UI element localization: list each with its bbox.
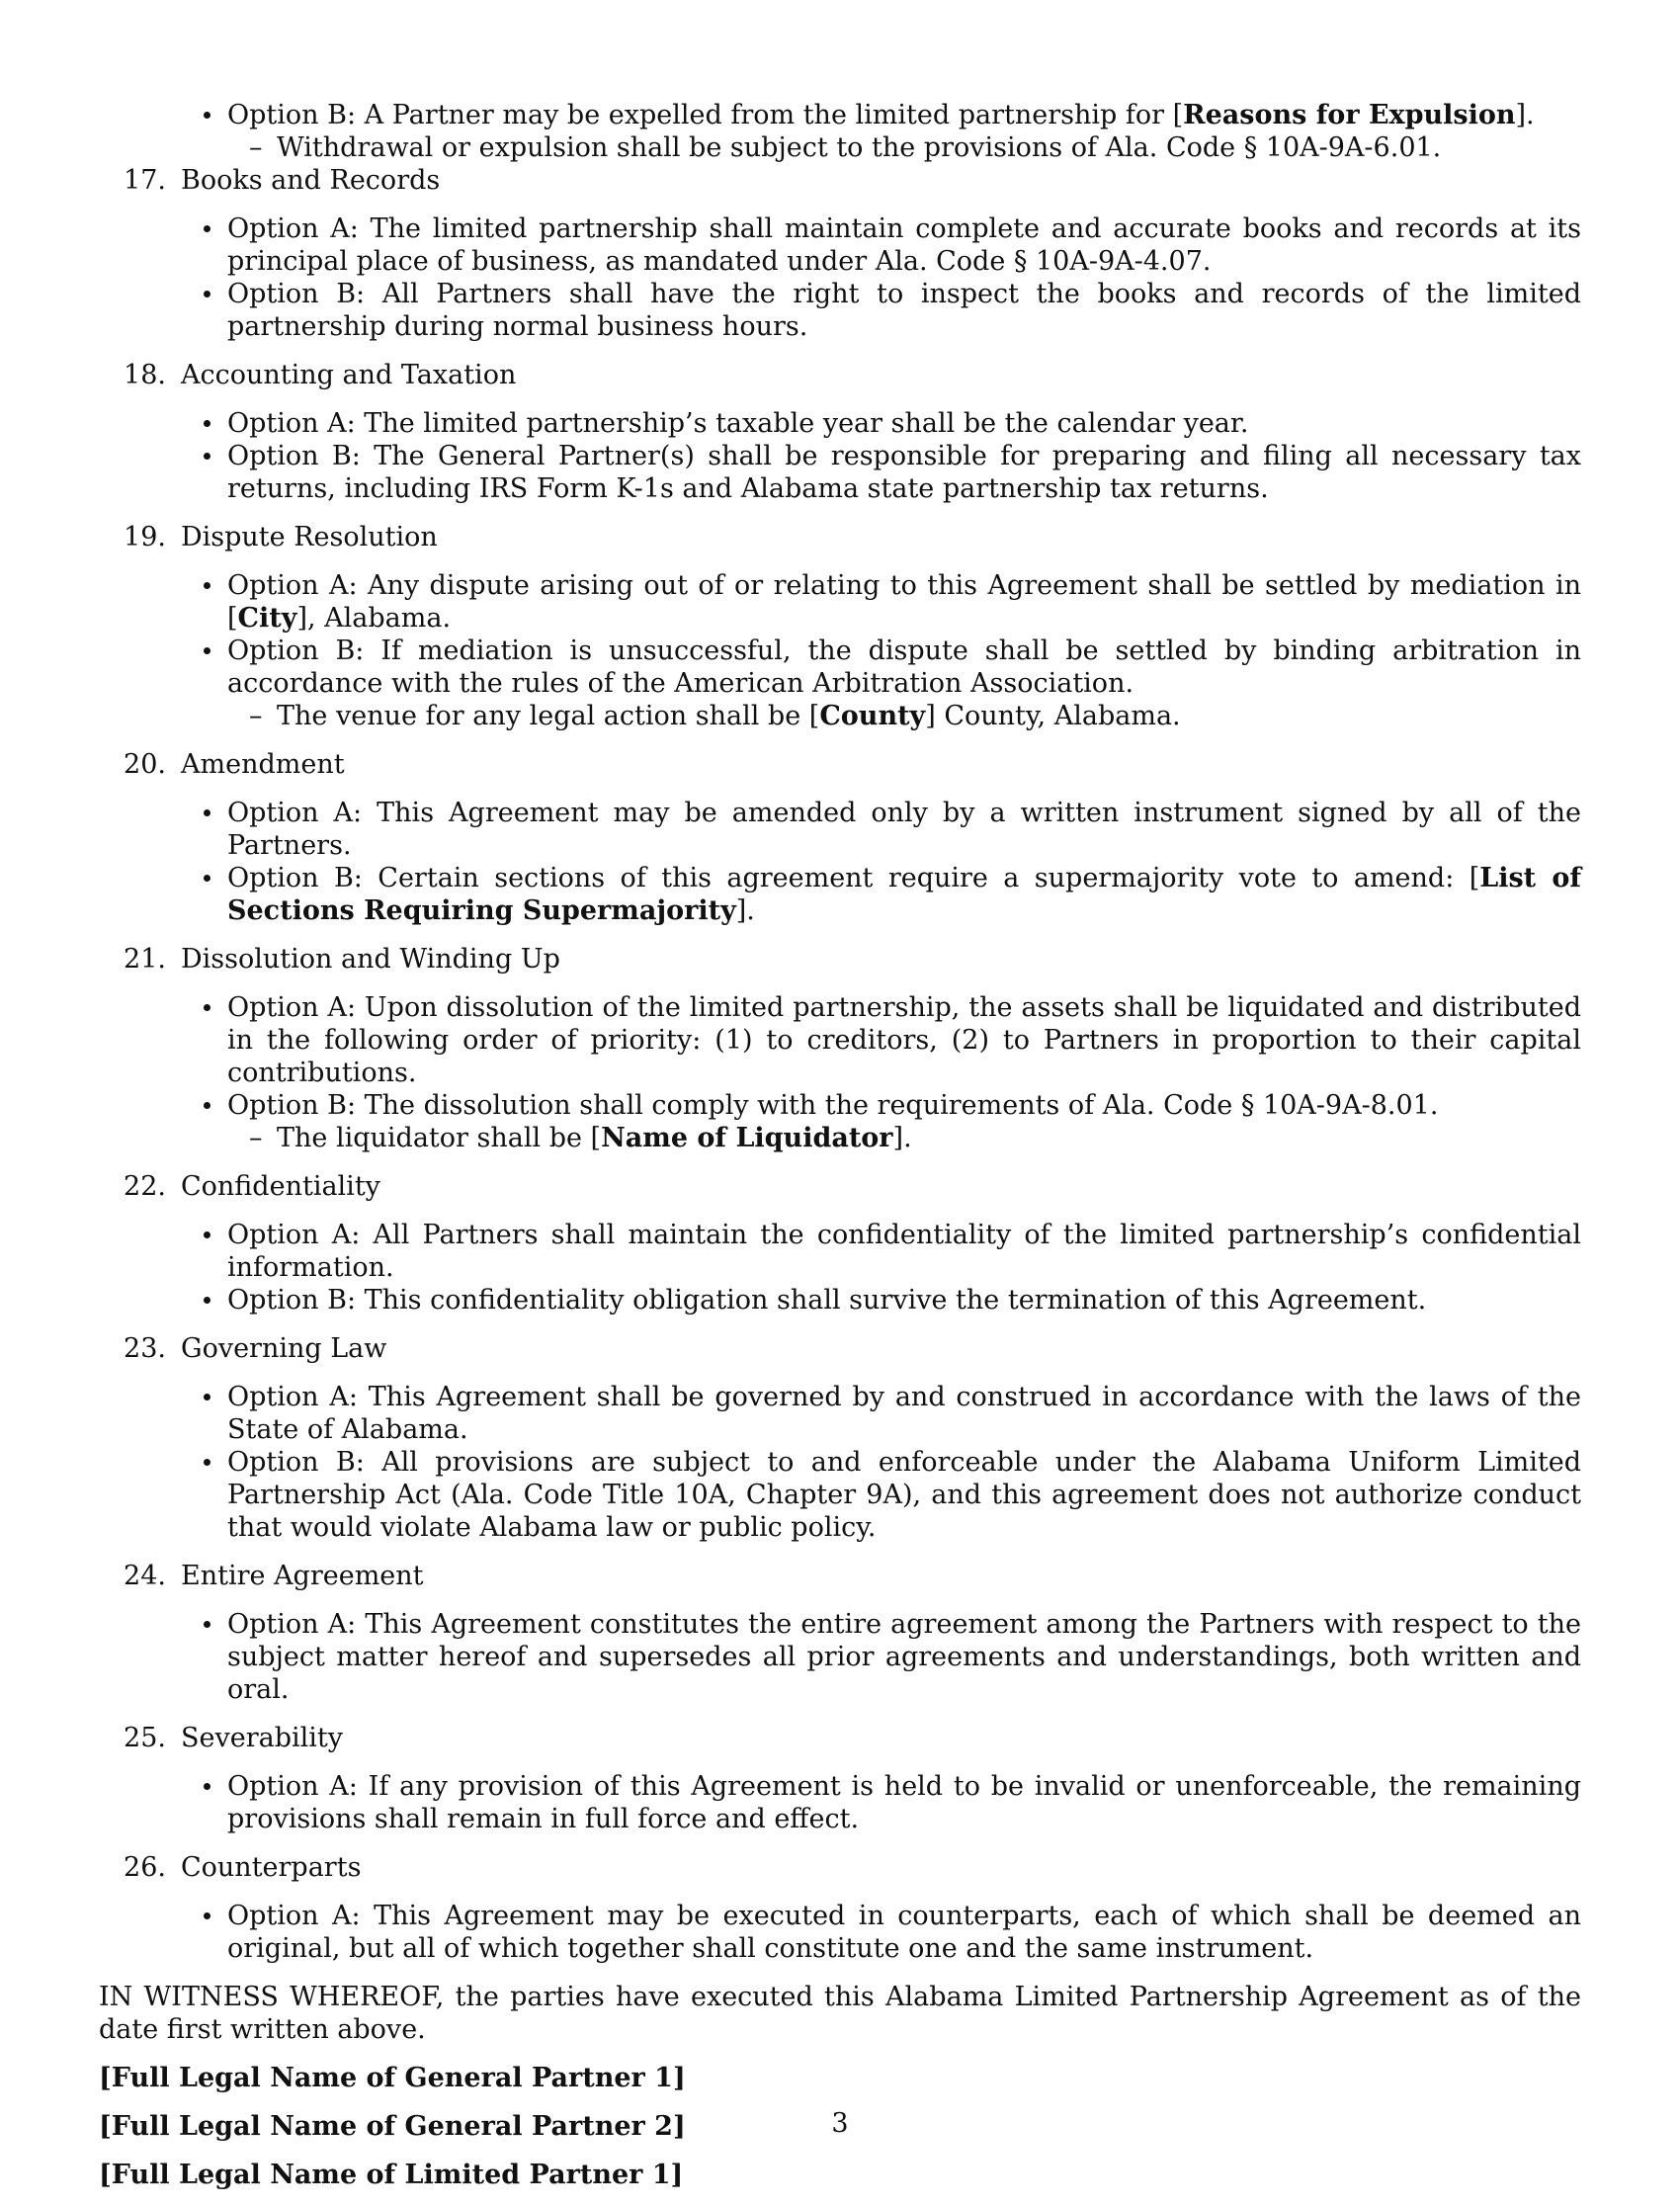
section-25 — [99, 1722, 1581, 1835]
option-a: Option A: The limited partnership’s taxable year shall be the calendar year. — [227, 407, 1581, 440]
section-24 — [99, 1560, 1581, 1706]
signature-general-partner-2: [Full Legal Name of General Partner 2] — [99, 2111, 686, 2142]
section-number: 17. — [124, 165, 166, 196]
section-title: Counterparts — [181, 1852, 362, 1883]
placeholder-reasons-for-expulsion: Reasons for Expulsion — [1183, 100, 1516, 130]
section-number: 18. — [124, 360, 166, 390]
section-number: 21. — [124, 944, 166, 975]
section-title: Confidentiality — [181, 1171, 380, 1202]
page-number: 3 — [831, 2108, 849, 2139]
section-17 — [99, 164, 1581, 343]
sub-list — [227, 131, 1581, 164]
sub-item: – Withdrawal or expulsion shall be subject to the provisions of Ala. Code § 10A-9A-6.01. — [277, 131, 1581, 164]
option-b: Option B: All Partners shall have the right to inspect the books and records of the limited partnership during normal business hours. — [227, 279, 1581, 342]
placeholder-county: County — [819, 701, 926, 731]
option-a: Option A: If any provision of this Agreement is held to be invalid or unenforceable, the remaining provisions shall remain in full force and effect. — [227, 1771, 1581, 1834]
witness-clause: IN WITNESS WHEREOF, the parties have executed this Alabama Limited Partnership Agreement as of the date first written above. — [99, 1982, 1581, 2045]
option-a: Option A: This Agreement shall be governed by and construed in accordance with the laws of the State of Alabama. — [227, 1382, 1581, 1445]
option-a: Option A: This Agreement constitutes the entire agreement among the Partners with respect to the subject matter hereof and supersedes all prior agreements and understandings, both written and oral. — [227, 1609, 1581, 1705]
section-16-continued — [99, 99, 1581, 164]
section-number: 22. — [124, 1171, 166, 1202]
option-b: Option B: Certain sections of this agreement require a supermajority vote to amend: [List of Sections Requiring Supermajority]. — [227, 863, 1581, 926]
option-a: Option A: This Agreement may be executed in counterparts, each of which shall be deemed an original, but all of which together shall constitute one and the same instrument. — [227, 1901, 1581, 1964]
section-21 — [99, 943, 1581, 1154]
section-20 — [99, 748, 1581, 927]
signature-limited-partner-1: [Full Legal Name of Limited Partner 1] — [99, 2160, 684, 2190]
section-number: 19. — [124, 522, 166, 552]
section-title: Amendment — [181, 749, 345, 780]
section-title: Books and Records — [181, 165, 441, 196]
section-number: 25. — [124, 1723, 166, 1753]
sub-item: – The liquidator shall be [Name of Liquidator]. — [277, 1122, 1581, 1154]
section-number: 24. — [124, 1561, 166, 1591]
option-b: Option B: A Partner may be expelled from the limited partnership for [Reasons for Expulsion]. – Withdrawal or expulsion shall be subject to the provisions of Ala. Code § 10A-9A-6.01. — [227, 99, 1581, 164]
section-title: Dispute Resolution — [181, 522, 438, 552]
document-page — [99, 99, 1581, 2207]
section-title: Accounting and Taxation — [181, 360, 517, 390]
placeholder-city: City — [237, 603, 297, 634]
sub-list — [227, 700, 1581, 732]
section-title: Entire Agreement — [181, 1561, 424, 1591]
section-list — [99, 164, 1581, 1965]
section-title: Dissolution and Winding Up — [181, 944, 560, 975]
section-number: 20. — [124, 749, 166, 780]
section-18 — [99, 359, 1581, 505]
option-a: Option A: This Agreement may be amended only by a written instrument signed by all of the Partners. — [227, 798, 1581, 861]
sub-list — [227, 1122, 1581, 1154]
option-b: Option B: The General Partner(s) shall be responsible for preparing and filing all necessary tax returns, including IRS Form K-1s and Alabama state partnership tax returns. — [227, 441, 1581, 504]
section-23 — [99, 1332, 1581, 1544]
option-a: Option A: All Partners shall maintain the confidentiality of the limited partnership’s confidential information. — [227, 1220, 1581, 1283]
section-22 — [99, 1170, 1581, 1316]
section-title: Governing Law — [181, 1333, 387, 1364]
option-b: Option B: All provisions are subject to and enforceable under the Alabama Uniform Limited Partnership Act (Ala. Code Title 10A, Chapter 9A), and this agreement does not authorize conduct that would violate Alabama law or public policy. — [227, 1447, 1581, 1543]
option-b: Option B: The dissolution shall comply with the requirements of Ala. Code § 10A-9A-8.01. – The liquidator shall be [Name of Liquidator]. — [227, 1089, 1581, 1154]
section-title: Severability — [181, 1723, 344, 1753]
section-26 — [99, 1851, 1581, 1965]
signature-general-partner-1: [Full Legal Name of General Partner 1] — [99, 2063, 686, 2093]
option-a: Option A: Any dispute arising out of or relating to this Agreement shall be settled by mediation in [City], Alabama. — [227, 570, 1581, 634]
placeholder-liquidator: Name of Liquidator — [601, 1123, 893, 1153]
section-number: 23. — [124, 1333, 166, 1364]
sub-item: – The venue for any legal action shall be [County] County, Alabama. — [277, 700, 1581, 732]
option-b: Option B: This confidentiality obligation shall survive the termination of this Agreement. — [227, 1284, 1581, 1316]
option-a: Option A: Upon dissolution of the limited partnership, the assets shall be liquidated and distributed in the following order of priority: (1) to creditors, (2) to Partners in proportion to their capital contributions. — [227, 992, 1581, 1088]
section-number: 26. — [124, 1852, 166, 1883]
option-b: Option B: If mediation is unsuccessful, the dispute shall be settled by binding arbitration in accordance with the rules of the American Arbitration Association. – The venue for any legal action shall be [County] County, Alabama. — [227, 635, 1581, 732]
section-19 — [99, 521, 1581, 732]
option-a: Option A: The limited partnership shall maintain complete and accurate books and records at its principal place of business, as mandated under Ala. Code § 10A-9A-4.07. — [227, 213, 1581, 277]
placeholder-sections-list: List of Sections Requiring Supermajority — [227, 863, 1581, 926]
